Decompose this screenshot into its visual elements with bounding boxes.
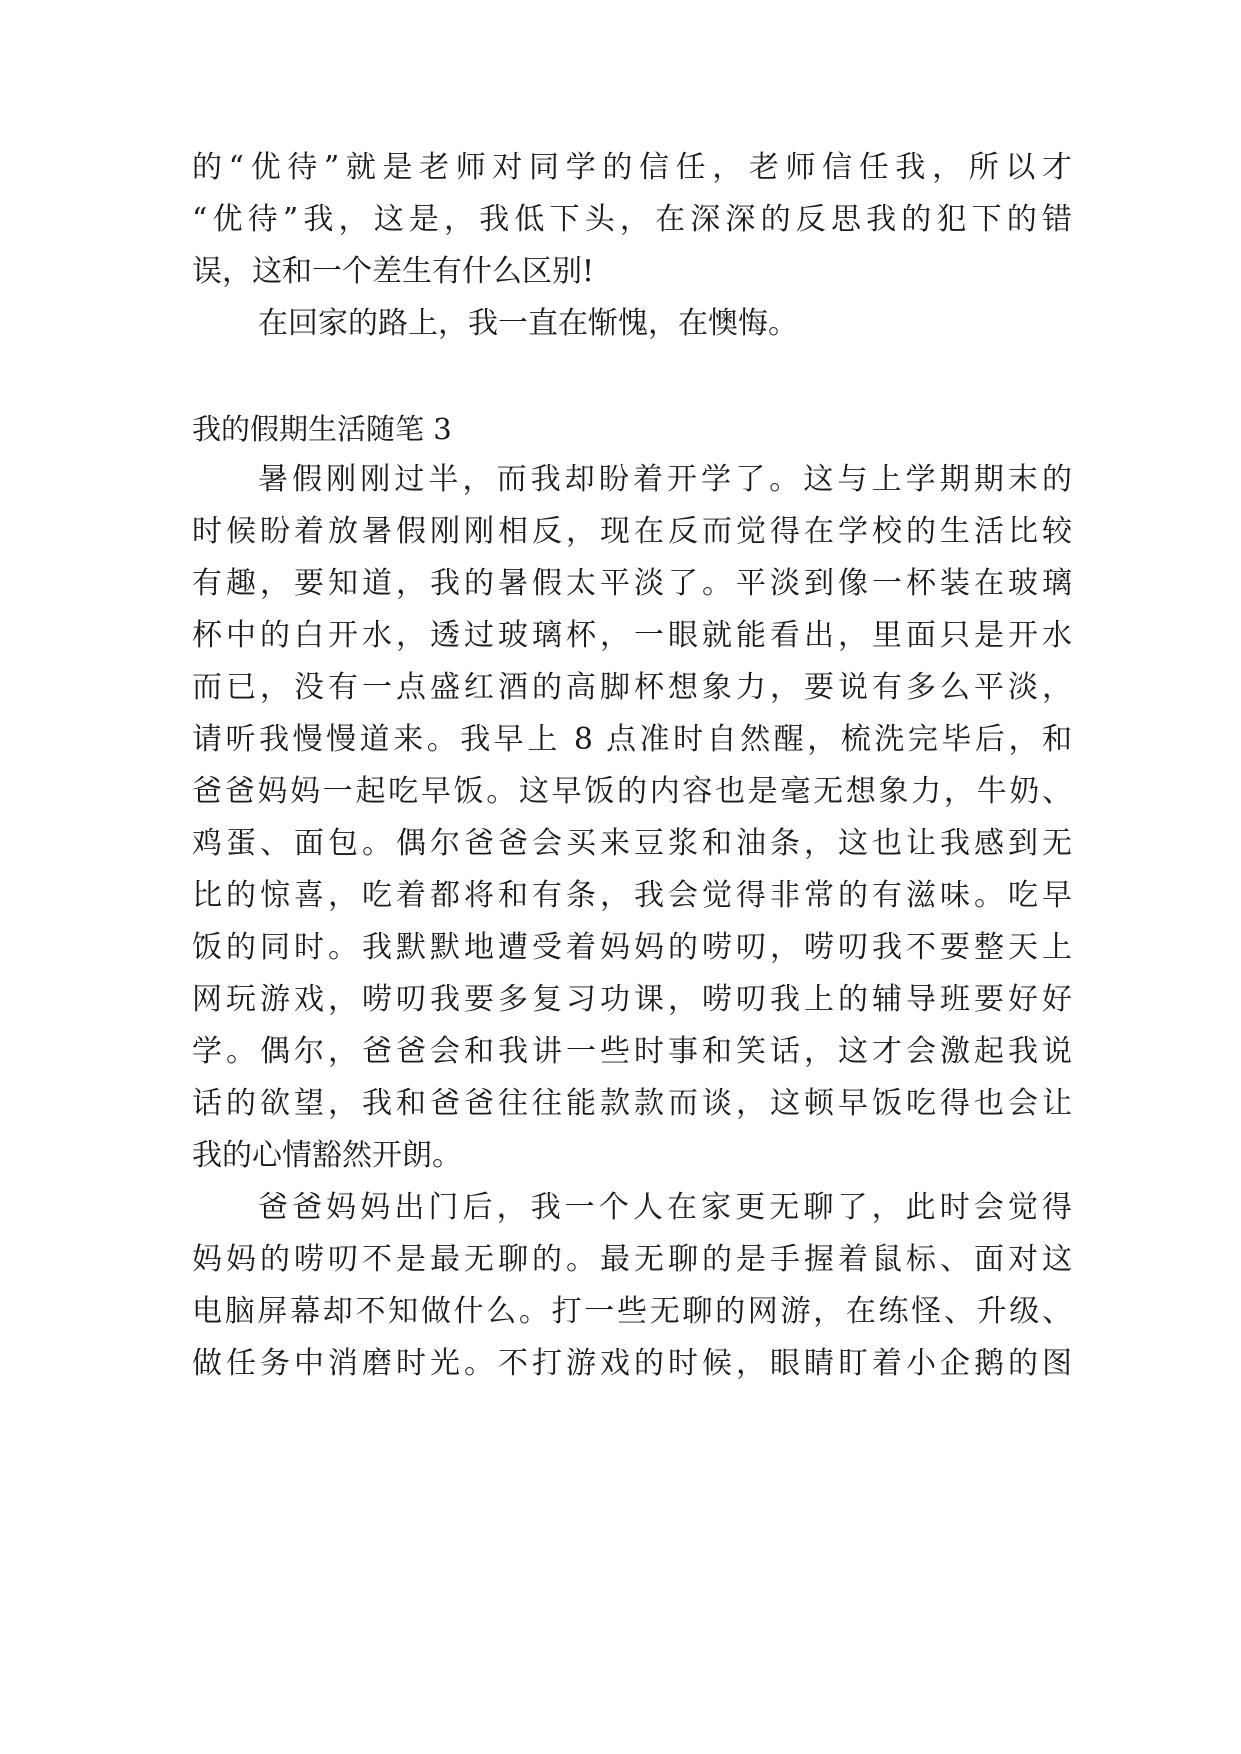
section-heading: 我的假期生活随笔 3 [192,412,452,446]
text-line: 而已，没有一点盛红酒的高脚杯想象力，要说有多么平淡， [192,670,1072,705]
text-line: 饭的同时。我默默地遭受着妈妈的唠叨，唠叨我不要整天上 [192,930,1072,965]
text-line: 爸爸妈妈一起吃早饭。这早饭的内容也是毫无想象力，牛奶、 [192,774,1072,809]
text-line: 学。偶尔，爸爸会和我讲一些时事和笑话，这才会激起我说 [192,1034,1072,1069]
text-line: 误，这和一个差生有什么区别! [192,254,595,289]
text-line: 暑假刚刚过半，而我却盼着开学了。这与上学期期末的 [258,462,1072,497]
text-line: 杯中的白开水，透过玻璃杯，一眼就能看出，里面只是开水 [192,618,1072,653]
text-line: 请听我慢慢道来。我早上 8 点准时自然醒，梳洗完毕后，和 [192,722,1072,757]
text-line: 网玩游戏，唠叨我要多复习功课，唠叨我上的辅导班要好好 [192,982,1072,1017]
text-line: 时候盼着放暑假刚刚相反，现在反而觉得在学校的生活比较 [192,514,1072,549]
text-line: 妈妈的唠叨不是最无聊的。最无聊的是手握着鼠标、面对这 [192,1242,1072,1277]
text-line: 在回家的路上，我一直在惭愧，在懊悔。 [258,306,798,341]
text-line: 比的惊喜，吃着都将和有条，我会觉得非常的有滋味。吃早 [192,878,1072,913]
text-line: 做任务中消磨时光。不打游戏的时候，眼睛盯着小企鹅的图 [192,1346,1072,1381]
text-line: “优待”我，这是，我低下头，在深深的反思我的犯下的错 [192,202,1072,237]
text-line: 鸡蛋、面包。偶尔爸爸会买来豆浆和油条，这也让我感到无 [192,826,1072,861]
text-line: 话的欲望，我和爸爸往往能款款而谈，这顿早饭吃得也会让 [192,1086,1072,1121]
text-line: 电脑屏幕却不知做什么。打一些无聊的网游，在练怪、升级、 [192,1294,1072,1329]
text-line: 有趣，要知道，我的暑假太平淡了。平淡到像一杯装在玻璃 [192,566,1072,601]
text-line: 爸爸妈妈出门后，我一个人在家更无聊了，此时会觉得 [258,1190,1072,1225]
text-line: 我的心情豁然开朗。 [192,1138,462,1173]
text-line: 的“优待”就是老师对同学的信任，老师信任我，所以才 [192,150,1072,185]
